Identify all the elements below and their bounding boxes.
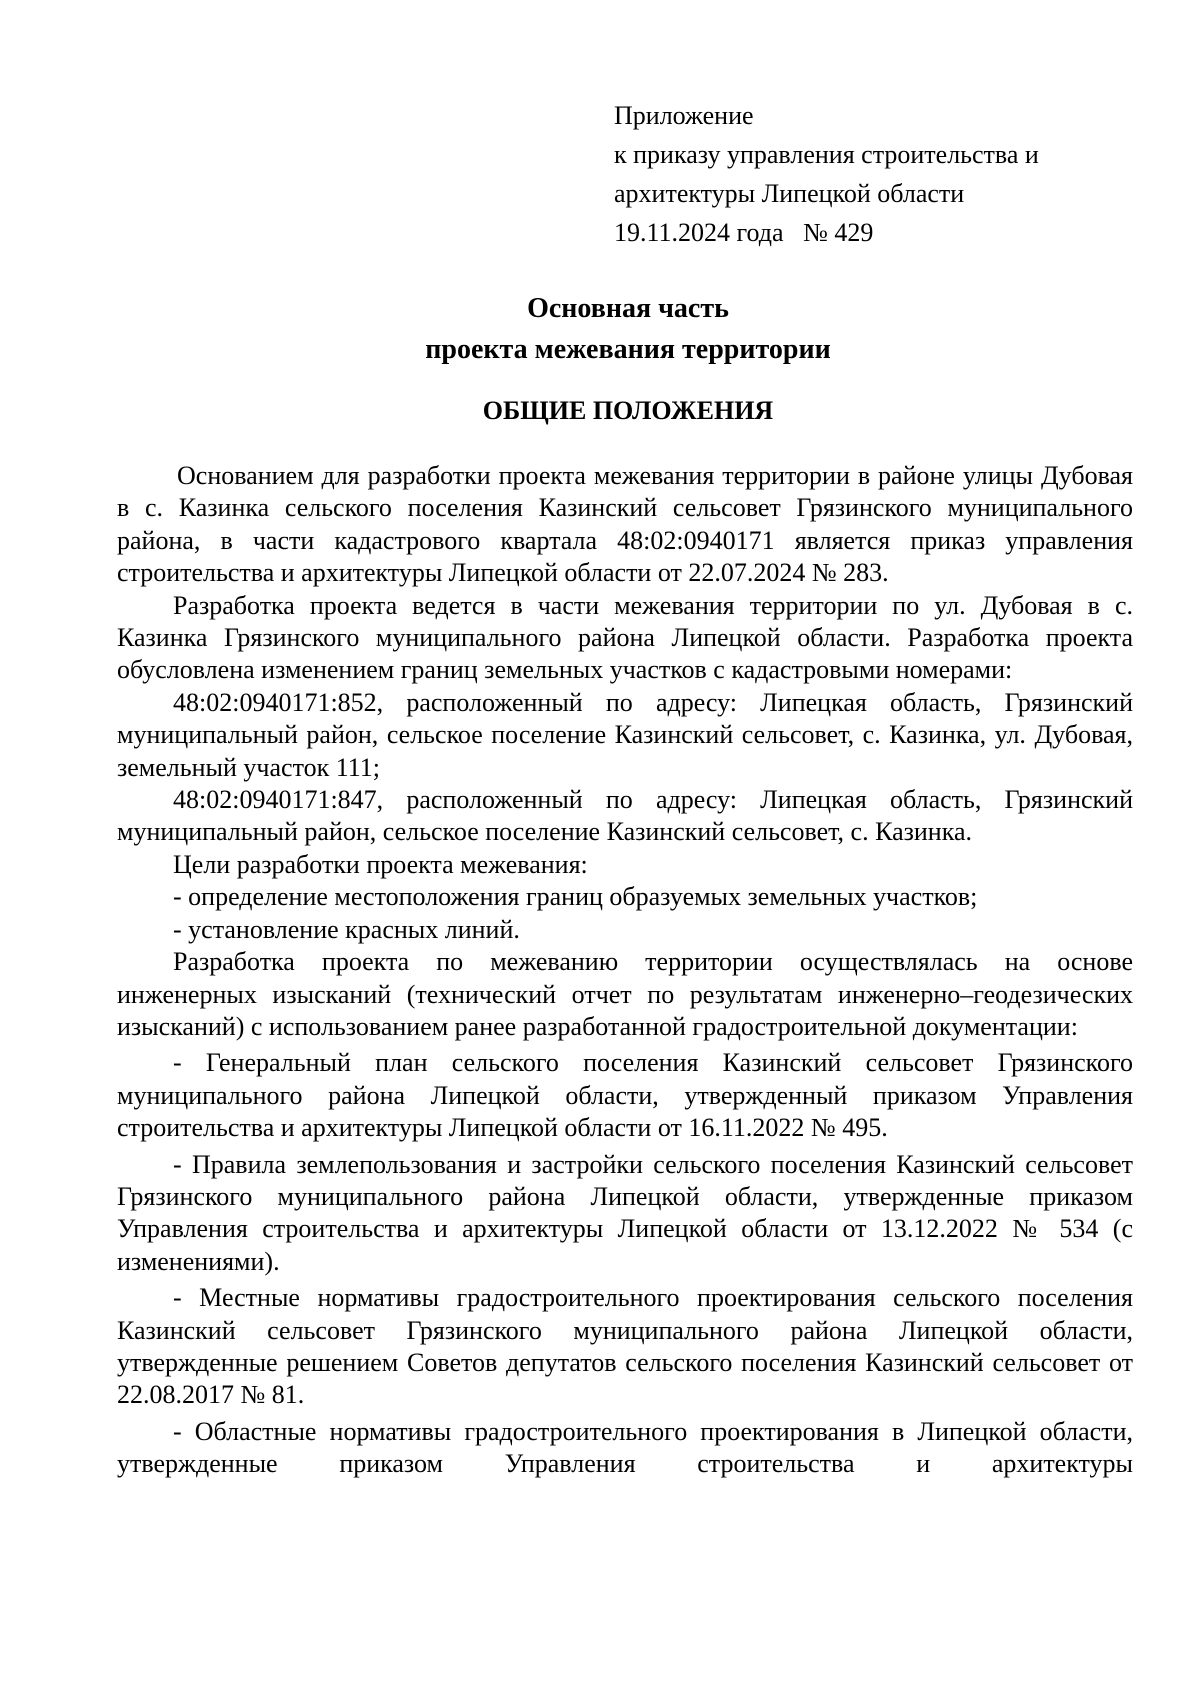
document-body <box>117 460 1133 1481</box>
header-line-order-ref: к приказу управления строительства и <box>614 140 1039 169</box>
paragraph-parcel-847: 48:02:0940171:847, расположенный по адресу: Липецкая область, Грязинский муниципальный район, сельское поселение Казинский сельсовет, с. Казинка. <box>117 785 1133 847</box>
paragraph-general-plan: - Генеральный план сельского поселения Казинский сельсовет Грязинского муниципального района Липецкой области, утвержденный приказом Управления строительства и архитектуры Липецкой области от 16.11.2022 № 495. <box>117 1048 1133 1143</box>
document-title <box>0 288 1200 370</box>
paragraph-goal-boundaries: - определение местоположения границ образуемых земельных участков; <box>173 882 978 912</box>
header-line-appendix: Приложение <box>614 101 754 130</box>
header-line-authority: архитектуры Липецкой области <box>614 179 965 208</box>
paragraph-goals-heading: Цели разработки проекта межевания: <box>173 849 588 879</box>
paragraph-zoning-rules: - Правила землепользования и застройки сельского поселения Казинский сельсовет Грязинского муниципального района Липецкой области, утвержденные приказом Управления строительства и архитектуры Липецкой области от 13.12.2022 № 534 (с изменениями). <box>117 1149 1133 1276</box>
paragraph-local-standards: - Местные нормативы градостроительного проектирования сельского поселения Казинский сельсовет Грязинского муниципального района Липецкой области, утвержденные решением Советов депутатов сельского поселения Казинский сельсовет от 22.08.2017 № 81. <box>117 1283 1133 1410</box>
paragraph-goal-red-lines: - установление красных линий. <box>173 914 520 944</box>
title-line-1: Основная часть <box>527 293 729 324</box>
header-line-date-number: 19.11.2024 года № 429 <box>614 218 874 247</box>
title-line-2: проекта межевания территории <box>425 334 831 365</box>
paragraph-basis: Основанием для разработки проекта межевания территории в районе улицы Дубовая в с. Казинка сельского поселения Казинский сельсовет Грязинского муниципального района, в части кадастрового квартала 48:02:0940171 является приказ управления строительства и архитектуры Липецкой области от 22.07.2024 № 283. <box>117 461 1133 588</box>
paragraph-parcel-852: 48:02:0940171:852, расположенный по адресу: Липецкая область, Грязинский муниципальный район, сельское поселение Казинский сельсовет, с. Казинка, ул. Дубовая, земельный участок 111; <box>117 687 1133 782</box>
paragraph-regional-standards: - Областные нормативы градостроительного проектирования в Липецкой области, утвержденные приказом Управления строительства и архитектуры <box>117 1416 1133 1479</box>
paragraph-surveys: Разработка проекта по межеванию территории осуществлялась на основе инженерных изысканий (технический отчет по результатам инженерно–геодезических изысканий) с использованием ранее разработанной градостроительной документации: <box>117 947 1133 1041</box>
appendix-header <box>614 96 1134 252</box>
paragraph-development: Разработка проекта ведется в части межевания территории по ул. Дубовая в с. Казинка Грязинского муниципального района Липецкой области. Разработка проекта обусловлена изменением границ земельных участков с кадастровыми номерами: <box>117 590 1133 685</box>
section-heading: ОБЩИЕ ПОЛОЖЕНИЯ <box>482 396 774 425</box>
